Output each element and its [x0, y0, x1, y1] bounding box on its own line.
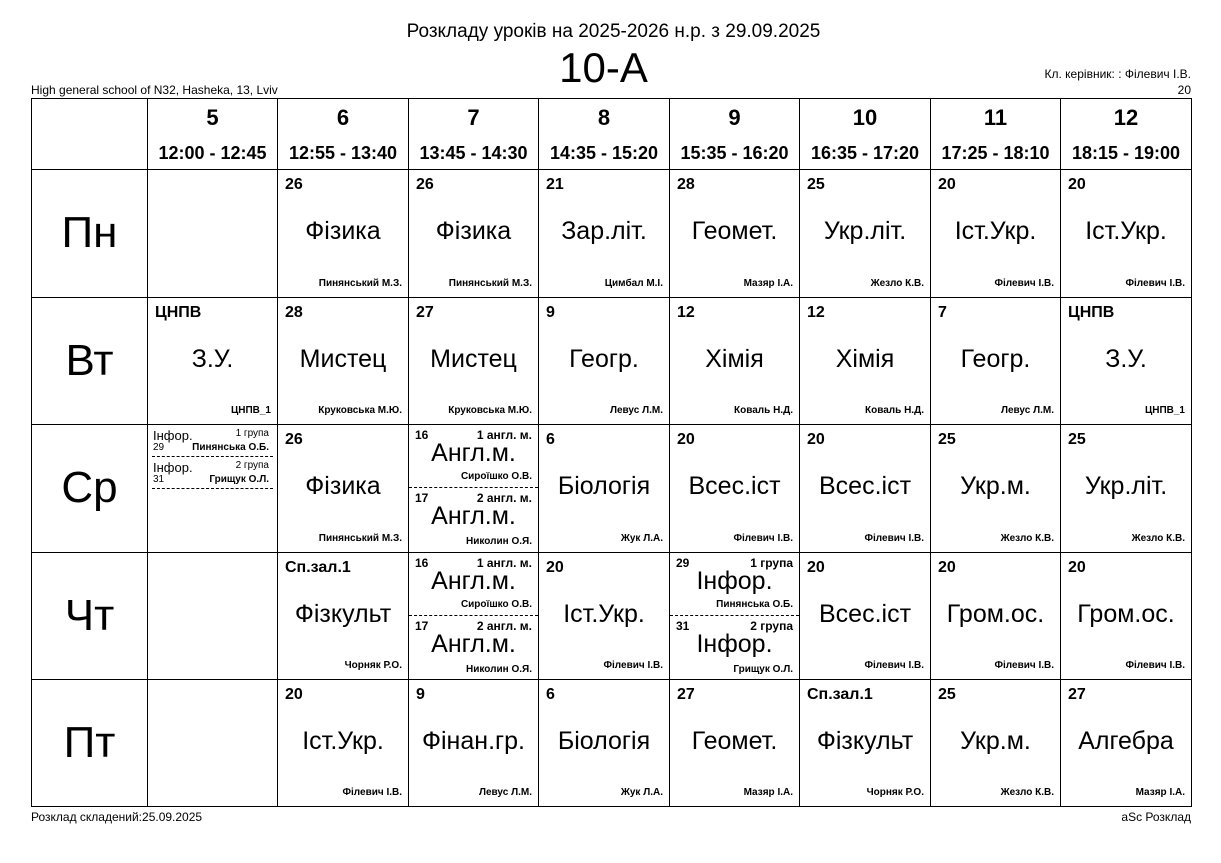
lesson-teacher: Чорняк Р.О. [866, 787, 924, 798]
group-teacher: Николин О.Я. [466, 664, 532, 675]
period-number: 7 [467, 105, 480, 130]
lesson-cell [278, 425, 409, 553]
timetable-grid [31, 98, 1192, 807]
lesson-cell [1061, 680, 1192, 807]
lesson-room: 20 [807, 431, 825, 448]
lesson-room: 20 [1068, 176, 1086, 193]
lesson-cell [539, 170, 670, 298]
period-time: 12:00 - 12:45 [158, 143, 267, 163]
group-room: 17 [415, 491, 429, 505]
lesson-subject: Іст.Укр. [1085, 217, 1167, 245]
group-lesson [409, 616, 538, 680]
lesson-room: 26 [285, 431, 303, 448]
period-header [800, 99, 931, 170]
period-time: 12:55 - 13:40 [288, 143, 398, 163]
lesson-teacher: Філевич І.В. [1125, 660, 1185, 671]
lesson-teacher: Круковська М.Ю. [318, 405, 402, 416]
lesson-cell [539, 553, 670, 680]
group-lesson [152, 426, 273, 457]
day-label: Ср [61, 463, 118, 512]
lesson-room: 25 [938, 431, 956, 448]
lesson-subject: Всес.іст [688, 472, 781, 500]
group-subject: Англ.м. [431, 502, 516, 530]
lesson-teacher: Коваль Н.Д. [865, 405, 924, 416]
lesson-room: 21 [546, 176, 564, 193]
lesson-teacher: Мазяр І.А. [743, 787, 793, 798]
lesson-subject: Укр.м. [960, 472, 1031, 500]
period-header [278, 99, 409, 170]
group-subject: Інфор. [696, 567, 773, 595]
lesson-cell [1061, 553, 1192, 680]
lesson-teacher: ЦНПВ_1 [1144, 405, 1185, 416]
lesson-cell [670, 425, 800, 553]
lesson-teacher: Філевич І.В. [342, 787, 402, 798]
lesson-subject: Зар.літ. [561, 217, 647, 245]
period-number: 8 [597, 105, 611, 130]
lesson-subject: Фізика [305, 472, 381, 500]
lesson-cell [800, 170, 931, 298]
corner-cell [32, 99, 148, 170]
lesson-room: 25 [1068, 431, 1086, 448]
lesson-subject: Геогр. [569, 345, 639, 373]
lesson-teacher: Філевич І.В. [994, 660, 1054, 671]
lesson-room: 27 [416, 304, 434, 321]
period-number: 6 [336, 105, 350, 130]
group-subject: Інфор. [153, 460, 193, 475]
lesson-cell [800, 553, 931, 680]
lesson-cell [800, 298, 931, 425]
group-lesson [409, 425, 538, 488]
period-time: 16:35 - 17:20 [810, 143, 920, 163]
period-number: 9 [728, 105, 741, 130]
lesson-room: 12 [677, 304, 695, 321]
lesson-teacher: Левус Л.М. [478, 787, 532, 798]
lesson-subject: Укр.літ. [1084, 472, 1168, 500]
group-lesson [670, 553, 799, 616]
group-subject: Інфор. [696, 630, 773, 658]
lesson-cell [409, 680, 539, 807]
empty-lesson-cell [148, 170, 278, 298]
group-teacher: Пинянська О.Б. [716, 599, 793, 610]
group-room: 31 [676, 619, 690, 633]
lesson-cell [931, 298, 1061, 425]
lesson-room: ЦНПВ [155, 304, 202, 321]
group-subject: Англ.м. [431, 630, 516, 658]
lesson-cell [800, 680, 931, 807]
class-name: 10-А [559, 44, 648, 91]
lesson-teacher: Пинянський М.З. [318, 278, 402, 289]
app-name: aSc Розклад [1121, 810, 1191, 824]
lesson-subject: Укр.літ. [823, 217, 907, 245]
lesson-teacher: Круковська М.Ю. [448, 405, 532, 416]
lesson-subject: З.У. [191, 345, 234, 373]
lesson-cell [670, 553, 800, 680]
group-lesson [409, 488, 538, 552]
period-time: 18:15 - 19:00 [1071, 143, 1181, 163]
period-time: 13:45 - 14:30 [419, 143, 528, 163]
lesson-teacher: Левус Л.М. [609, 405, 663, 416]
group-name: 2 група [235, 460, 269, 471]
lesson-subject: Хімія [705, 345, 764, 373]
group-name: 1 англ. м. [476, 556, 532, 570]
lesson-teacher: Жук Л.А. [620, 533, 663, 544]
lesson-teacher: Чорняк Р.О. [344, 660, 402, 671]
group-name: 1 група [235, 428, 269, 439]
lesson-cell [278, 170, 409, 298]
lesson-teacher: Пинянський М.З. [448, 278, 532, 289]
group-teacher: Сироїшко О.В. [460, 471, 532, 482]
lesson-subject: Мистец [299, 345, 387, 373]
page-number: 20 [1177, 83, 1191, 97]
lesson-teacher: Жезло К.В. [870, 278, 924, 289]
lesson-room: 26 [416, 176, 434, 193]
group-subject: Англ.м. [431, 439, 516, 467]
lesson-room: 25 [938, 686, 956, 703]
lesson-teacher: Мазяр І.А. [1135, 787, 1185, 798]
period-header [148, 99, 278, 170]
group-room: 16 [415, 556, 429, 570]
lesson-subject: Гром.ос. [946, 600, 1045, 628]
schedule-title: Розкладу уроків на 2025-2026 н.р. з 29.09.2025 [406, 21, 821, 42]
lesson-cell [670, 170, 800, 298]
lesson-cell [409, 170, 539, 298]
lesson-room: ЦНПВ [1068, 304, 1115, 321]
lesson-cell [931, 425, 1061, 553]
lesson-teacher: Філевич І.В. [864, 660, 924, 671]
lesson-room: 27 [1068, 686, 1086, 703]
lesson-teacher: Філевич І.В. [1125, 278, 1185, 289]
lesson-subject: Іст.Укр. [563, 600, 645, 628]
lesson-room: 9 [416, 686, 425, 703]
lesson-subject: Хімія [835, 345, 895, 373]
group-room: 31 [153, 474, 165, 485]
period-header [409, 99, 539, 170]
lesson-subject: Всес.іст [818, 472, 912, 500]
lesson-cell [931, 553, 1061, 680]
lesson-cell [409, 425, 539, 553]
period-header [670, 99, 800, 170]
lesson-cell [409, 298, 539, 425]
created-date: Розклад складений:25.09.2025 [31, 810, 203, 824]
period-time: 17:25 - 18:10 [941, 143, 1050, 163]
period-time: 14:35 - 15:20 [549, 143, 659, 163]
lesson-room: Сп.зал.1 [807, 686, 873, 703]
lesson-room: 28 [285, 304, 303, 321]
lesson-cell [148, 425, 278, 553]
group-teacher: Николин О.Я. [466, 536, 532, 547]
lesson-cell [148, 298, 278, 425]
lesson-room: 25 [807, 176, 825, 193]
lesson-subject: Іст.Укр. [954, 217, 1037, 245]
group-name: 2 англ. м. [476, 619, 532, 633]
lesson-room: 6 [546, 431, 555, 448]
lesson-room: 20 [546, 559, 564, 576]
group-name: 1 група [750, 556, 793, 570]
lesson-cell [539, 680, 670, 807]
period-header [1061, 99, 1192, 170]
lesson-room: Сп.зал.1 [285, 559, 351, 576]
lesson-cell [670, 680, 800, 807]
lesson-teacher: Жезло К.В. [1000, 533, 1054, 544]
lesson-cell [278, 298, 409, 425]
group-name: 1 англ. м. [476, 428, 532, 442]
lesson-room: 20 [938, 559, 956, 576]
lesson-subject: Гром.ос. [1077, 600, 1175, 628]
lesson-teacher: Цимбал М.І. [604, 278, 663, 289]
period-time: 15:35 - 16:20 [680, 143, 789, 163]
period-number: 12 [1113, 105, 1139, 130]
lesson-room: 27 [677, 686, 695, 703]
day-header [32, 298, 148, 425]
lesson-subject: Фінан.гр. [422, 727, 525, 755]
lesson-subject: Мистец [430, 345, 517, 373]
lesson-room: 7 [938, 304, 947, 321]
lesson-subject: Біологія [557, 472, 651, 500]
period-header [931, 99, 1061, 170]
lesson-cell [409, 553, 539, 680]
class-teacher: Кл. керівник: : Філевич І.В. [1044, 67, 1191, 81]
day-header [32, 170, 148, 298]
day-header [32, 425, 148, 553]
period-number: 10 [852, 105, 878, 130]
group-lesson [152, 458, 273, 489]
lesson-subject: Геомет. [691, 217, 778, 245]
lesson-subject: Біологія [557, 727, 651, 755]
lesson-subject: Всес.іст [818, 600, 912, 628]
group-teacher: Сироїшко О.В. [460, 599, 532, 610]
lesson-subject: Фізкульт [816, 727, 914, 755]
lesson-room: 12 [807, 304, 825, 321]
lesson-cell [278, 553, 409, 680]
lesson-teacher: Левус Л.М. [1000, 405, 1054, 416]
lesson-room: 20 [677, 431, 695, 448]
lesson-teacher: Жук Л.А. [620, 787, 663, 798]
period-number: 11 [983, 105, 1008, 130]
lesson-room: 20 [1068, 559, 1086, 576]
group-room: 16 [415, 428, 429, 442]
lesson-subject: Геогр. [960, 345, 1031, 373]
lesson-cell [931, 170, 1061, 298]
lesson-teacher: Жезло К.В. [1131, 533, 1185, 544]
group-name: 2 група [750, 619, 793, 633]
day-header [32, 680, 148, 807]
lesson-cell [931, 680, 1061, 807]
group-lesson [409, 553, 538, 616]
group-lesson [670, 616, 799, 680]
group-room: 29 [153, 442, 165, 453]
lesson-cell [278, 680, 409, 807]
lesson-room: 28 [677, 176, 695, 193]
lesson-room: 20 [807, 559, 825, 576]
day-label: Пт [63, 718, 116, 767]
day-label: Пн [61, 208, 118, 257]
lesson-subject: Укр.м. [960, 727, 1031, 755]
lesson-cell [1061, 425, 1192, 553]
day-label: Чт [64, 591, 115, 640]
empty-lesson-cell [148, 680, 278, 807]
lesson-teacher: Філевич І.В. [994, 278, 1054, 289]
group-room: 17 [415, 619, 429, 633]
period-number: 5 [206, 105, 219, 130]
lesson-subject: З.У. [1105, 345, 1147, 373]
group-teacher: Грищук О.Л. [209, 474, 269, 485]
lesson-subject: Фізика [435, 217, 512, 245]
lesson-teacher: Мазяр І.А. [743, 278, 793, 289]
group-teacher: Грищук О.Л. [733, 664, 793, 675]
day-header [32, 553, 148, 680]
empty-lesson-cell [148, 553, 278, 680]
lesson-teacher: Коваль Н.Д. [734, 405, 793, 416]
lesson-cell [1061, 170, 1192, 298]
lesson-room: 20 [938, 176, 956, 193]
lesson-subject: Фізика [305, 217, 381, 245]
school-name: High general school of N32, Hasheka, 13, Lviv [31, 83, 278, 97]
lesson-cell [670, 298, 800, 425]
group-teacher: Пинянська О.Б. [192, 442, 269, 453]
day-label: Вт [65, 336, 114, 385]
lesson-teacher: Філевич І.В. [603, 660, 663, 671]
lesson-room: 26 [285, 176, 303, 193]
lesson-cell [1061, 298, 1192, 425]
lesson-teacher: Пинянський М.З. [318, 533, 402, 544]
lesson-subject: Іст.Укр. [302, 727, 384, 755]
lesson-subject: Алгебра [1078, 727, 1174, 755]
lesson-teacher: Філевич І.В. [733, 533, 793, 544]
lesson-teacher: Філевич І.В. [864, 533, 924, 544]
lesson-teacher: Жезло К.В. [1000, 787, 1054, 798]
group-room: 29 [676, 556, 690, 570]
lesson-teacher: ЦНПВ_1 [230, 405, 271, 416]
lesson-cell [539, 298, 670, 425]
lesson-room: 9 [546, 304, 555, 321]
lesson-subject: Фізкульт [294, 600, 392, 628]
group-name: 2 англ. м. [476, 491, 532, 505]
lesson-cell [539, 425, 670, 553]
lesson-room: 6 [546, 686, 555, 703]
group-subject: Англ.м. [431, 567, 516, 595]
lesson-subject: Геомет. [691, 727, 778, 755]
period-header [539, 99, 670, 170]
lesson-room: 20 [285, 686, 303, 703]
lesson-cell [800, 425, 931, 553]
group-subject: Інфор. [153, 428, 193, 443]
